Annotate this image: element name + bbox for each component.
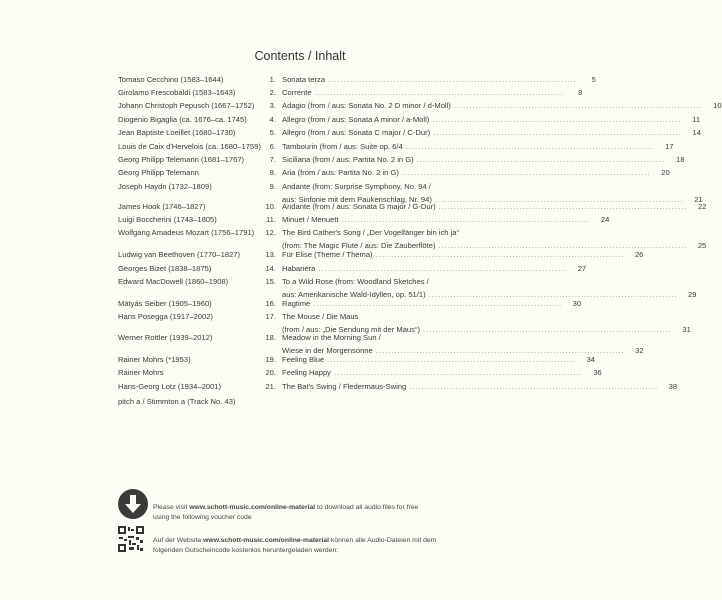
piece-title: Meadow in the Morning Sun /	[282, 333, 381, 342]
leader-dots: ................................................................................	[375, 346, 625, 355]
composer: Joseph Haydn (1732–1809)	[118, 182, 212, 191]
page-number: 38	[668, 382, 678, 391]
piece-title: Siciliana (from / aus: Partita No. 2 in G)	[282, 155, 414, 164]
piece-title: Allegro (from / aus: Sonata A minor / a-Moll)	[282, 115, 430, 124]
page-number: 22	[697, 202, 707, 211]
piece-title: Feeling Blue	[282, 355, 325, 364]
composer: Georg Philipp Telemann (1681–1767)	[118, 155, 245, 164]
page-number: 11	[692, 115, 701, 124]
leader-dots: ................................................................................	[416, 155, 666, 164]
page-number: 25	[697, 241, 707, 250]
leader-dots: ................................................................................	[438, 241, 688, 250]
page-number: 27	[577, 264, 587, 273]
leader-dots: ................................................................................	[327, 355, 577, 364]
composer: Hans-Georg Lotz (1934–2001)	[118, 382, 222, 391]
leader-dots: ................................................................................	[405, 142, 655, 151]
piece	[282, 262, 587, 275]
piece	[282, 353, 596, 366]
piece-title: (from: The Magic Flute / aus: Die Zauberflöte)	[282, 241, 436, 250]
composer: Rainer Mohrs	[118, 368, 164, 377]
entry-number: 18.	[265, 333, 276, 342]
page-number: 31	[682, 325, 691, 334]
entry-number: 16.	[265, 299, 276, 308]
piece	[282, 297, 582, 310]
piece-title: aus: Amerikanische Wald-Idyllen, op. 51/1)	[282, 290, 426, 299]
entry-number: 8.	[269, 168, 276, 177]
page-number: 29	[688, 290, 697, 299]
piece-title: Minuet / Menuett	[282, 215, 339, 224]
page-number: 30	[572, 299, 582, 308]
piece-title: Corrente	[282, 88, 312, 97]
entry-number: 11.	[266, 215, 276, 224]
entry-number: 1.	[269, 75, 276, 84]
composer: Edward MacDowell (1860–1908)	[118, 277, 229, 286]
leader-dots: ................................................................................	[328, 75, 577, 84]
note-text: folgenden Gutscheincode kostenlos heruntergeladen werden:	[153, 547, 339, 554]
page-number: 20	[661, 168, 670, 177]
piece	[282, 248, 644, 261]
leader-dots: ................................................................................	[453, 101, 703, 110]
page-number: 34	[586, 355, 596, 364]
entry-number: 13.	[265, 250, 276, 259]
composer: Diogenio Bigaglia (ca. 1676–ca. 1745)	[118, 115, 247, 124]
composer: Johann Christoph Pepusch (1667–1752)	[118, 101, 255, 110]
piece-title: aus: Sinfonie mit dem Paukenschlag, Nr. 94)	[282, 195, 432, 204]
entry-number: 10.	[265, 202, 276, 211]
leader-dots: ................................................................................	[428, 290, 678, 299]
leader-dots: ................................................................................	[333, 368, 583, 377]
page-number: 32	[635, 346, 644, 355]
piece	[282, 140, 674, 153]
piece-title: Habanera	[282, 264, 316, 273]
entry-number: 2.	[269, 88, 276, 97]
piece-title: Ragtime	[282, 299, 311, 308]
piece-title: Allegro (from / aus: Sonata C major / C-Dur)	[282, 128, 431, 137]
composer: Girolamo Frescobaldi (1583–1643)	[118, 88, 236, 97]
composer: Georges Bizet (1838–1875)	[118, 264, 212, 273]
composer: Rainer Mohrs (*1953)	[118, 355, 191, 364]
piece	[282, 166, 670, 179]
entry-number: 17.	[265, 312, 276, 321]
entry-number: 7.	[269, 155, 276, 164]
piece-title: The Bird Cather's Song / „Der Vogelfänger bin ich ja“	[282, 228, 460, 237]
composer: Wolfgang Amadeus Mozart (1756–1791)	[118, 228, 255, 237]
piece-title: Andante (from: Surprise Symphony, No. 94 /	[282, 182, 431, 191]
composer: Louis de Caix d'Hervelois (ca. 1680–1759)	[118, 142, 261, 151]
entry-number: 3.	[269, 101, 276, 110]
note-text: Auf der Website	[153, 537, 204, 544]
piece	[282, 73, 596, 86]
piece-title: Für Elise (Theme / Thema)	[282, 250, 373, 259]
entry-number: 4.	[269, 115, 276, 124]
piece	[282, 113, 701, 126]
pitch-note: pitch a / Stimmton a (Track No. 43)	[118, 397, 236, 406]
page-number: 10	[713, 101, 722, 110]
page-number: 17	[665, 142, 674, 151]
entry-number: 12.	[265, 228, 276, 237]
composer: Werner Rottler (1939–2012)	[118, 333, 213, 342]
entry-number: 20.	[265, 368, 276, 377]
audio-note-de	[153, 536, 436, 556]
page-number: 24	[600, 215, 610, 224]
page-number: 26	[634, 250, 644, 259]
piece	[282, 126, 701, 139]
composer: Georg Philipp Telemann	[118, 168, 199, 177]
entry-number: 21.	[265, 382, 276, 391]
composer: James Hook (1746–1827)	[118, 202, 206, 211]
page-number: 18	[676, 155, 685, 164]
leader-dots: ................................................................................	[341, 215, 591, 224]
audio-note-en	[153, 503, 418, 523]
leader-dots: ................................................................................	[375, 250, 625, 259]
piece-title: To a Wild Rose (from: Woodland Sketches /	[282, 277, 429, 286]
note-text: Please visit	[153, 504, 190, 511]
entry-number: 15.	[265, 277, 276, 286]
page-number: 36	[593, 368, 602, 377]
piece-title: Andante (from / aus: Sonata G major / G-Dur)	[282, 202, 436, 211]
page-number: 14	[692, 128, 701, 137]
leader-dots: ................................................................................	[433, 128, 682, 137]
piece	[282, 200, 707, 213]
entry-number: 19.	[265, 355, 276, 364]
leader-dots: ................................................................................	[409, 382, 659, 391]
composer: Ludwig van Beethoven (1770–1827)	[118, 250, 241, 259]
note-text: können alle Audio-Dateien mit dem	[329, 537, 437, 544]
page-number: 8	[578, 88, 583, 97]
leader-dots: ................................................................................	[434, 195, 684, 204]
website-link[interactable]: www.schott-music.com/online-material	[189, 504, 316, 511]
composer: Hans Posegga (1917–2002)	[118, 312, 213, 321]
page-title: Contents / Inhalt	[254, 49, 346, 63]
entry-number: 5.	[269, 128, 276, 137]
composer: Tomaso Cecchino (1583–1644)	[118, 75, 224, 84]
leader-dots: ................................................................................	[423, 325, 672, 334]
leader-dots: ................................................................................	[438, 202, 688, 211]
leader-dots: ................................................................................	[318, 264, 568, 273]
piece-title: The Bat's Swing / Fledermaus-Swing	[282, 382, 407, 391]
note-text: to download all audio files for free	[315, 504, 419, 511]
piece-title: (from / aus: „Die Sendung mit der Maus“)	[282, 325, 421, 334]
piece-title: Tambourin (from / aus: Suite op. 6/4	[282, 142, 403, 151]
piece-title: Aria (from / aus: Partita No. 2 in G)	[282, 168, 399, 177]
entry-number: 6.	[269, 142, 276, 151]
piece	[282, 380, 678, 393]
composer: Mátyás Seiber (1905–1960)	[118, 299, 212, 308]
piece	[282, 213, 610, 226]
qr-code-icon	[118, 526, 144, 552]
page-number: 21	[694, 195, 703, 204]
piece-title: Sonata terza	[282, 75, 326, 84]
website-link[interactable]: www.schott-music.com/online-material	[203, 537, 330, 544]
composer: Jean Baptiste Loeillet (1680–1730)	[118, 128, 236, 137]
piece-title: Adagio (from / aus: Sonata No. 2 D minor / d-Moll)	[282, 101, 451, 110]
entry-number: 14.	[265, 264, 276, 273]
composer: Luigi Boccherini (1743–1805)	[118, 215, 217, 224]
piece	[282, 86, 583, 99]
piece	[282, 153, 685, 166]
leader-dots: ................................................................................	[401, 168, 651, 177]
leader-dots: ................................................................................	[432, 115, 682, 124]
piece	[282, 366, 602, 379]
entry-number: 9.	[269, 182, 276, 191]
page-number: 5	[591, 75, 596, 84]
download-icon	[118, 489, 148, 519]
piece	[282, 99, 722, 112]
note-text: using the following voucher code	[153, 514, 252, 521]
piece-title: The Mouse / Die Maus	[282, 312, 359, 321]
piece-title: Feeling Happy	[282, 368, 331, 377]
leader-dots: ................................................................................	[314, 88, 564, 97]
piece-title: Wiese in der Morgensonne	[282, 346, 373, 355]
leader-dots: ................................................................................	[313, 299, 563, 308]
